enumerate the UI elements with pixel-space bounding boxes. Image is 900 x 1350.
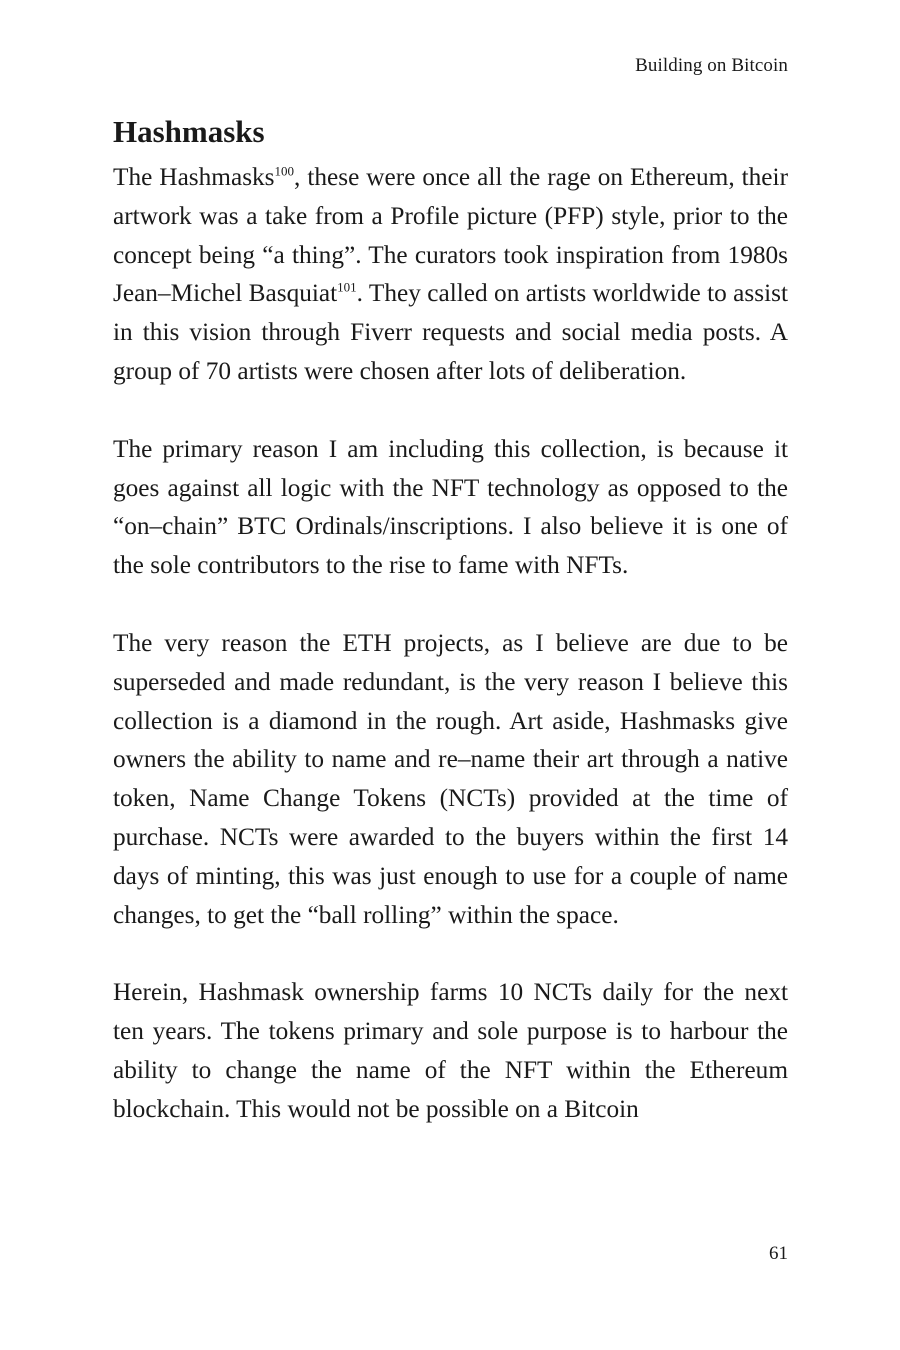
footnote-ref-101[interactable]: 101 <box>337 279 357 295</box>
running-header: Building on Bitcoin <box>635 55 788 76</box>
page-number: 61 <box>769 1243 788 1264</box>
paragraph-1-text-c: . They called on artists worldwide to assist in this vision through Fiverr requests and social media posts. A group of 70 artists were chosen after lots of deliberation. <box>113 279 788 385</box>
paragraph-2: The primary reason I am including this collection, is because it goes against all logic with the NFT technology as opposed to the “on–chain” BTC Ordinals/inscriptions. I also believe it is one of the sole contributors to the rise to fame with NFTs. <box>113 434 788 580</box>
footnote-ref-100[interactable]: 100 <box>274 163 295 179</box>
paragraph-1 <box>113 158 788 391</box>
paragraph-1-text-a: The Hashmasks <box>113 163 275 191</box>
paragraph-4: Herein, Hashmask ownership farms 10 NCTs daily for the next ten years. The tokens primary and sole purpose is to harbour the ability to change the name of the NFT within the Ethereum blockchain. This would not be possible on a Bitcoin <box>113 978 788 1123</box>
page-body <box>113 112 788 1168</box>
paragraph-1-text-b: , these were once all the rage on Ethereum, their artwork was a take from a Profile picture (PFP) style, prior to the concept being “a thing”. The curators took inspiration from 1980s Jean–Michel Basquiat <box>113 163 788 308</box>
section-title: Hashmasks <box>113 114 265 149</box>
paragraph-3: The very reason the ETH projects, as I believe are due to be superseded and made redundant, is the very reason I believe this collection is a diamond in the rough. Art aside, Hashmasks give owners the ability to name and re–name their art through a native token, Name Change Tokens (NCTs) provided at the time of purchase. NCTs were awarded to the buyers within the first 14 days of minting, this was just enough to use for a couple of name changes, to get the “ball rolling” within the space. <box>113 628 788 929</box>
